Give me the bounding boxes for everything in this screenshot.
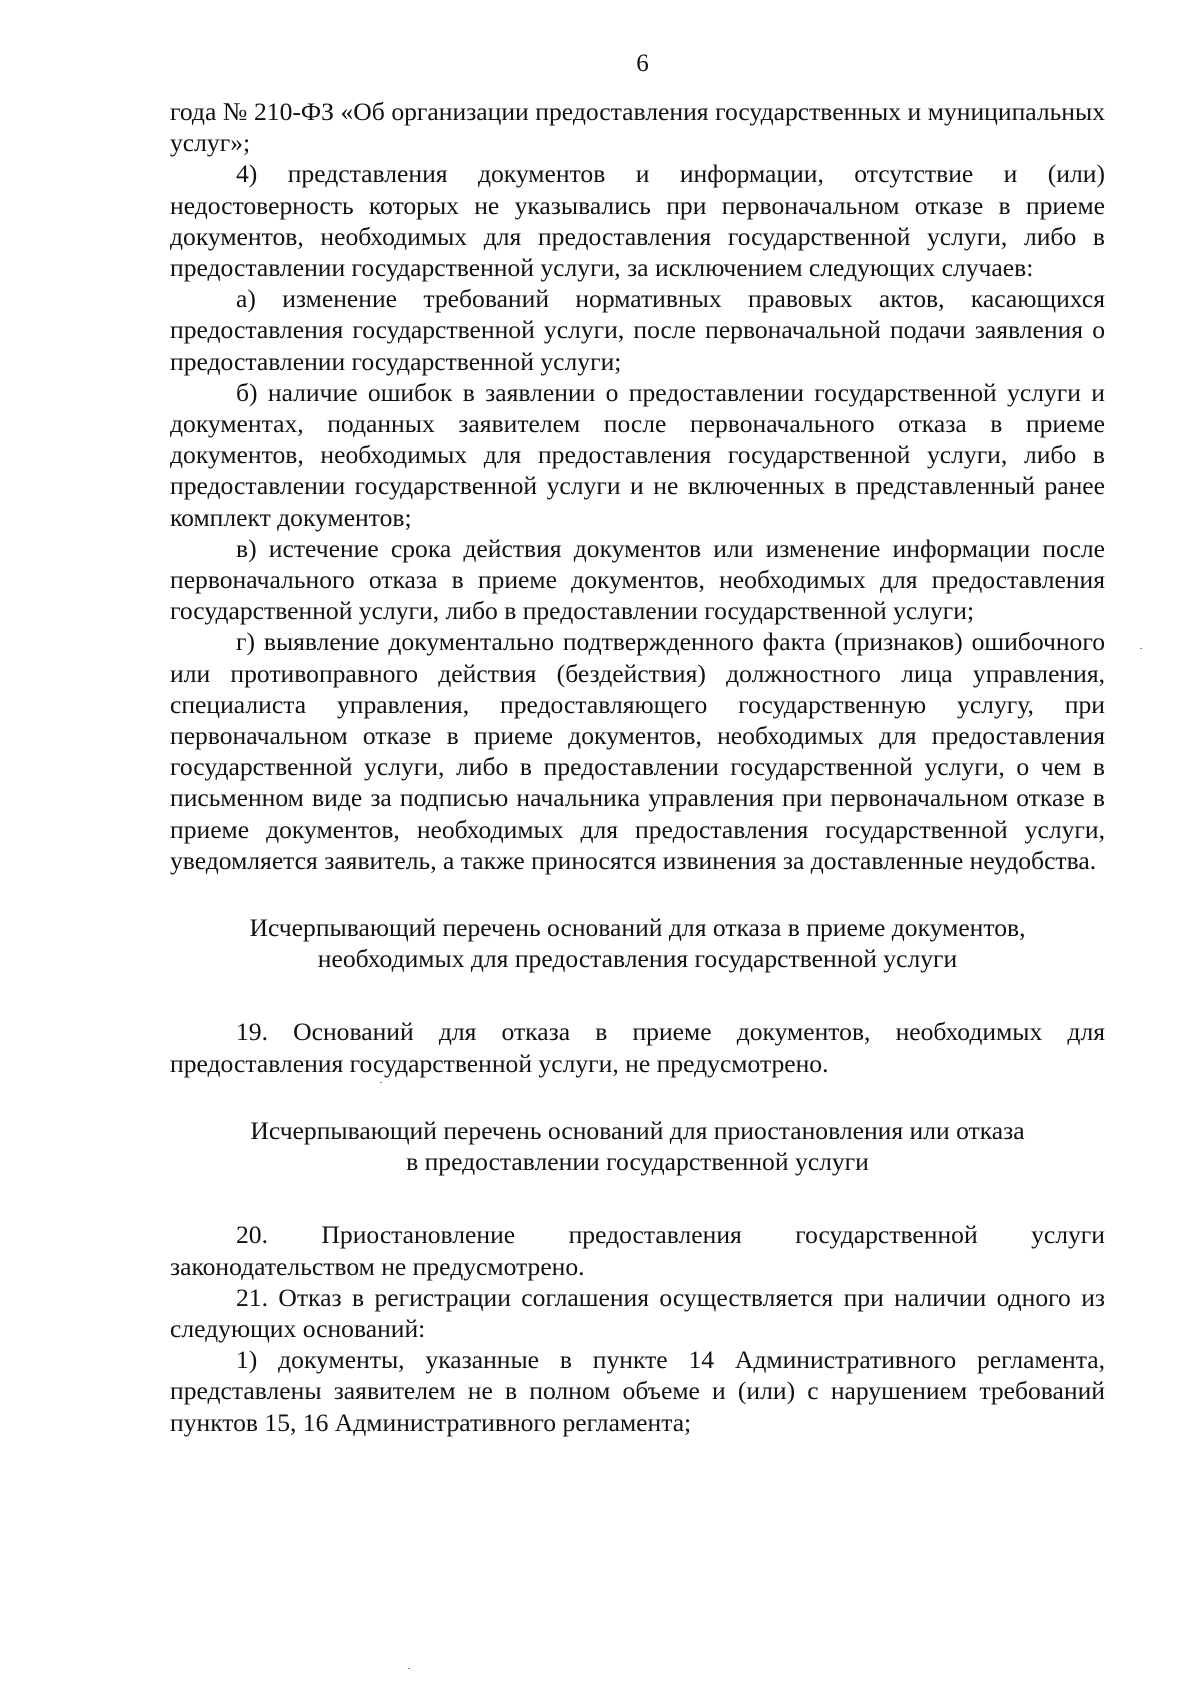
page-number: 6 bbox=[636, 50, 649, 77]
paragraph-21: 21. Отказ в регистрации соглашения осуществляется при наличии одного из следующих оснований: bbox=[170, 1282, 1105, 1343]
heading-line: в предоставлении государственной услуги bbox=[406, 1147, 869, 1177]
heading-line: необходимых для предоставления государственной услуги bbox=[317, 944, 958, 974]
paragraph-20: 20. Приостановление предоставления государственной услуги законодательством не предусмотрено. bbox=[170, 1220, 1105, 1281]
paragraph-19: 19. Оснований для отказа в приеме документов, необходимых для предоставления государственной услуги, не предусмотрено. bbox=[170, 1017, 1105, 1078]
paragraph-item-4: 4) представления документов и информации, отсутствие и (или) недостоверность которых не указывались при первоначальном отказе в приеме документов, необходимых для предоставления государственной услуги, либо в предоставлении государственной услуги, за исключением следующих случаев: bbox=[170, 159, 1105, 283]
paragraph-item-g: г) выявление документально подтвержденного факта (признаков) ошибочного или противоправного действия (бездействия) должностного лица управления, специалиста управления, предоставляющего государственную услугу, при первоначальном отказе в приеме документов, необходимых для предоставления государственной услуги, либо в предоставлении государственной услуги, о чем в письменном виде за подписью начальника управления при первоначальном отказе в приеме документов, необходимых для предоставления государственной услуги, уведомляется заявитель, а также приносятся извинения за доставленные неудобства. bbox=[170, 627, 1105, 875]
paragraph-law-reference: года № 210-ФЗ «Об организации предоставления государственных и муниципальных услуг»; bbox=[170, 97, 1105, 158]
paragraph-21-item-1: 1) документы, указанные в пункте 14 Административного регламента, представлены заявителем не в полном объеме и (или) с нарушением требований пунктов 15, 16 Административного регламента; bbox=[170, 1345, 1105, 1437]
paragraph-item-v: в) истечение срока действия документов или изменение информации после первоначального отказа в приеме документов, необходимых для предоставления государственной услуги, либо в предоставлении государственной услуги; bbox=[170, 533, 1105, 626]
paragraph-item-b: б) наличие ошибок в заявлении о предоставлении государственной услуги и документах, поданных заявителем после первоначального отказа в приеме документов, необходимых для предоставления государственной услуги, либо в предоставлении государственной услуги и не включенных в представленный ранее комплект документов; bbox=[170, 377, 1105, 532]
paragraph-item-a: а) изменение требований нормативных правовых актов, касающихся предоставления государственной услуги, после первоначальной подачи заявления о предоставлении государственной услуги; bbox=[170, 284, 1105, 376]
heading-line: Исчерпывающий перечень оснований для отказа в приеме документов, bbox=[249, 913, 1026, 943]
section-heading-suspension bbox=[170, 1115, 1105, 1177]
section-heading-refusal-documents bbox=[170, 912, 1105, 974]
scan-artifact bbox=[1140, 648, 1142, 649]
scan-artifact bbox=[408, 1668, 410, 1669]
scan-artifact bbox=[380, 1082, 382, 1083]
document-page bbox=[170, 50, 1105, 1438]
heading-line: Исчерпывающий перечень оснований для приостановления или отказа bbox=[250, 1115, 1025, 1145]
